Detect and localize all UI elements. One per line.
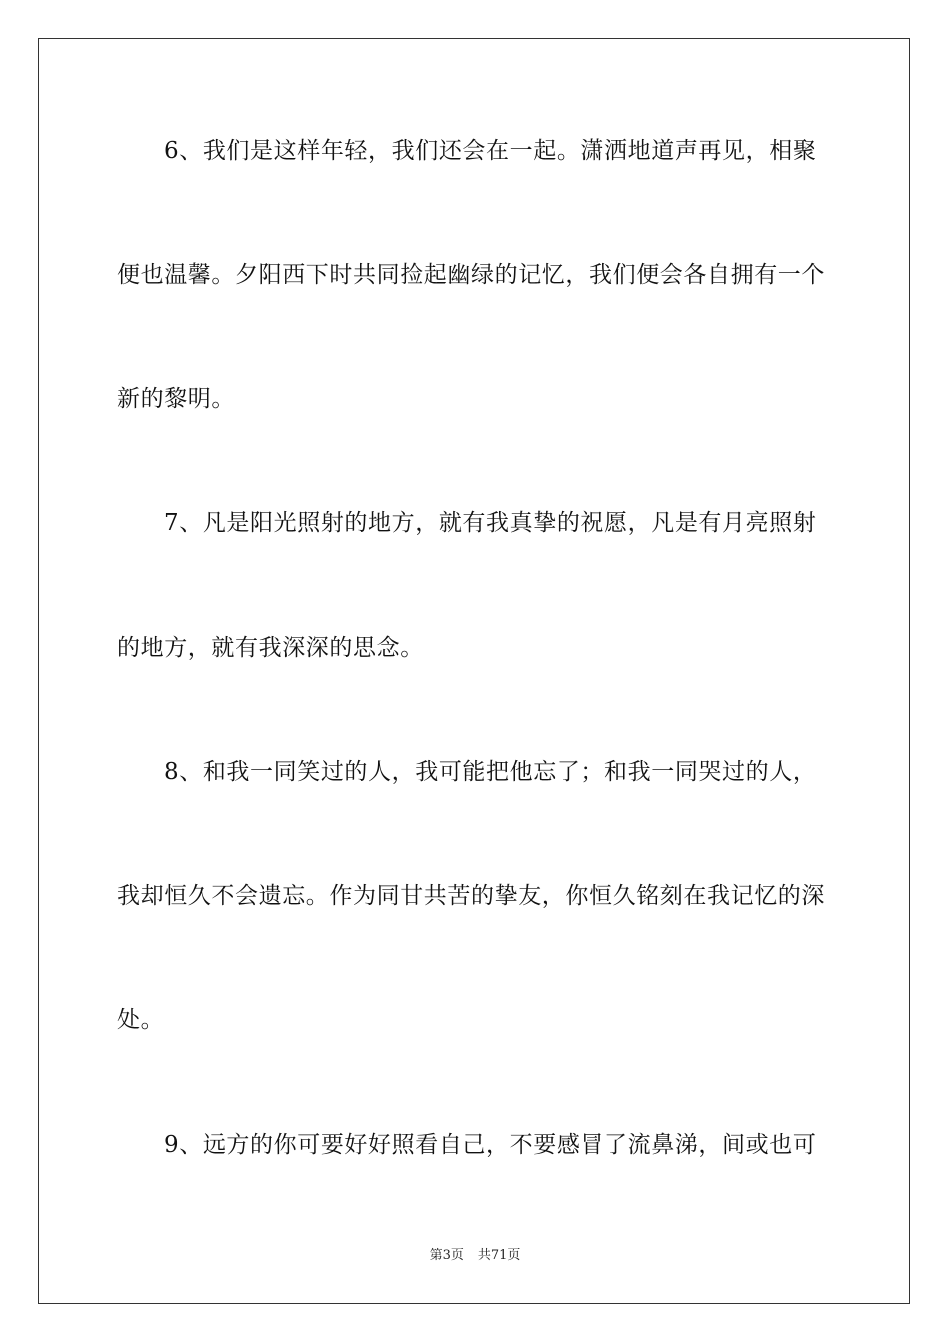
- total-page-count: 共71页: [477, 1248, 521, 1263]
- paragraph-7-line-2: 的地方，就有我深深的思念。: [117, 635, 424, 661]
- paragraph-8-line-2: 我却恒久不会遗忘。作为同甘共苦的挚友，你恒久铭刻在我记忆的深: [117, 883, 825, 909]
- paragraph-6-line-1: 6、我们是这样年轻，我们还会在一起。潇洒地道声再见，相聚: [164, 138, 817, 164]
- current-page-number: 第3页: [429, 1248, 464, 1263]
- paragraph-8-line-1: 8、和我一同笑过的人，我可能把他忘了；和我一同哭过的人，: [164, 759, 817, 785]
- paragraph-6-line-2: 便也温馨。夕阳西下时共同捡起幽绿的记忆，我们便会各自拥有一个: [117, 262, 825, 288]
- paragraph-8-line-3: 处。: [117, 1007, 165, 1033]
- paragraph-6-line-3: 新的黎明。: [117, 386, 235, 412]
- paragraph-7-line-1: 7、凡是阳光照射的地方，就有我真挚的祝愿，凡是有月亮照射: [164, 510, 817, 536]
- page-footer: [0, 1247, 950, 1265]
- page-border: [38, 38, 910, 1304]
- paragraph-9-line-1: 9、远方的你可要好好照看自己，不要感冒了流鼻涕，间或也可: [164, 1132, 817, 1158]
